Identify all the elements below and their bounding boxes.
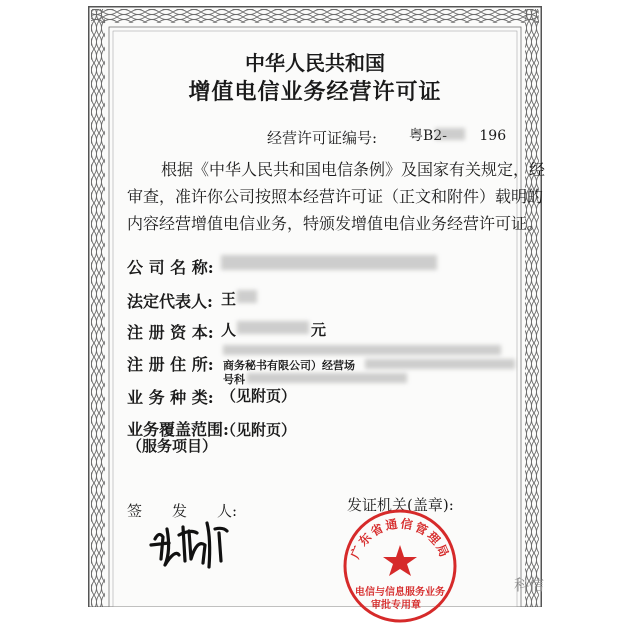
handwritten-signature — [145, 509, 241, 573]
company-name-label: 公 司 名 称: — [127, 258, 214, 277]
registered-capital-redaction — [237, 321, 309, 334]
registered-address-label: 注 册 住 所: — [127, 355, 214, 374]
stamp-inner-line1: 电信与信息服务业务 — [355, 587, 445, 598]
stamp-outer-text: 广东省通信管理局 — [347, 516, 453, 561]
address-line1-redaction — [223, 345, 501, 355]
corner-watermark: 科信 — [514, 576, 545, 594]
address-line3: 号科 — [223, 373, 245, 386]
registered-capital-suffix: 元 — [311, 321, 327, 339]
license-number-value: 粤B2- 196 — [409, 128, 507, 144]
license-number-label: 经营许可证编号: — [267, 129, 378, 147]
license-number-redaction — [435, 128, 465, 140]
issuing-authority-label: 发证机关(盖章): — [347, 496, 454, 514]
body-text-line3: 内容经营增值电信业务，特颁发增值电信业务经营许可证。 — [127, 214, 544, 233]
official-red-stamp — [341, 507, 459, 625]
stamp-inner-line2: 审批专用章 — [371, 600, 421, 611]
coverage-label: 业务覆盖范围: — [127, 420, 229, 439]
address-line2-redaction — [365, 359, 515, 369]
certificate-title-line1: 中华人民共和国 — [245, 51, 385, 75]
address-line2: 商务秘书有限公司）经营场 — [223, 359, 355, 372]
business-type-value: （见附页） — [221, 387, 297, 405]
signer-label: 签 发 人: — [127, 502, 238, 520]
body-text-line1: 根据《中华人民共和国电信条例》及国家有关规定，经 — [161, 160, 546, 179]
certificate-title-line2: 增值电信业务经营许可证 — [188, 79, 442, 105]
registered-capital-label: 注 册 资 本: — [127, 323, 214, 342]
registered-capital-value: 人 — [221, 321, 237, 339]
company-name-redaction — [221, 255, 437, 270]
stamp-star-icon — [383, 545, 417, 576]
business-type-label: 业 务 种 类: — [127, 388, 214, 407]
legal-rep-value: 王 — [221, 290, 237, 308]
body-text-line2: 审查，准许你公司按照本经营许可证（正文和附件）载明的 — [127, 187, 544, 206]
coverage-sublabel: （服务项目） — [127, 437, 218, 455]
coverage-value: （见附页） — [221, 421, 297, 439]
legal-rep-redaction — [237, 290, 257, 303]
license-certificate — [88, 6, 546, 611]
address-line3-redaction — [247, 373, 407, 383]
legal-rep-label: 法定代表人: — [127, 292, 213, 311]
